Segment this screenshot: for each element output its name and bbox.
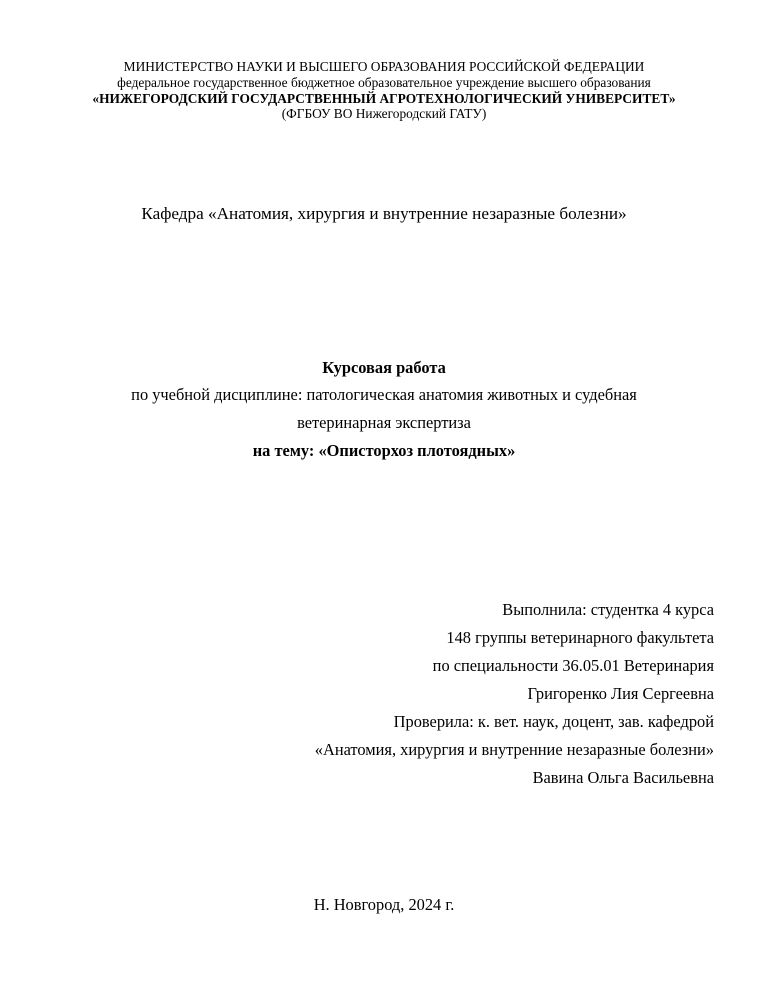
department-name: Кафедра «Анатомия, хирургия и внутренние незаразные болезни» [141, 204, 627, 223]
student-group: 148 группы ветеринарного факультета [446, 628, 714, 647]
work-type: Курсовая работа [322, 358, 446, 377]
city-year: Н. Новгород, 2024 г. [313, 895, 455, 914]
discipline-line-2: ветеринарная экспертиза [297, 413, 471, 432]
performed-by: Выполнила: студентка 4 курса [502, 600, 714, 619]
discipline-line-1: по учебной дисциплине: патологическая анатомия животных и судебная [131, 385, 637, 404]
institution-type-line: федеральное государственное бюджетное образовательное учреждение высшего образования [117, 75, 651, 90]
university-short-name: (ФГБОУ ВО Нижегородский ГАТУ) [281, 106, 487, 121]
checker-name: Вавина Ольга Васильевна [532, 768, 714, 787]
ministry-line: МИНИСТЕРСТВО НАУКИ И ВЫСШЕГО ОБРАЗОВАНИЯ РОССИЙСКОЙ ФЕДЕРАЦИИ [123, 59, 645, 74]
university-name: «НИЖЕГОРОДСКИЙ ГОСУДАРСТВЕННЫЙ АГРОТЕХНОЛОГИЧЕСКИЙ УНИВЕРСИТЕТ» [92, 91, 676, 106]
checked-by: Проверила: к. вет. наук, доцент, зав. кафедрой [393, 712, 714, 731]
student-name: Григоренко Лия Сергеевна [527, 684, 714, 703]
work-topic: на тему: «Описторхоз плотоядных» [252, 441, 516, 460]
checker-department: «Анатомия, хирургия и внутренние незаразные болезни» [314, 740, 714, 759]
student-specialty: по специальности 36.05.01 Ветеринария [432, 656, 714, 675]
